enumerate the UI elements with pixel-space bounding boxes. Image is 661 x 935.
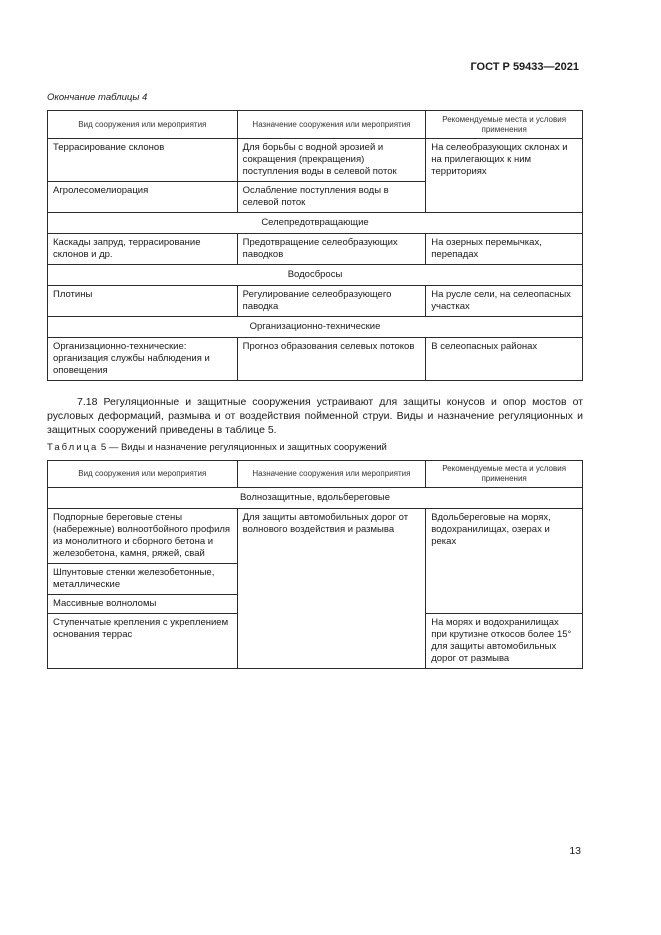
table-cell: Террасирование склонов [48,139,238,182]
standard-designation: ГОСТ Р 59433—2021 [470,61,579,73]
table5-header-conditions: Рекомендуемые места и условия применения [426,461,583,488]
table-cell: На морях и водохранилищах при крутизне откосов более 15° для защиты автомобильных дорог от размыва [426,614,583,669]
section-title: Селепредотвращающие [48,213,583,234]
section-row [48,488,583,509]
table-cell: На озерных перемычках, перепадах [426,234,583,265]
table4 [47,110,583,381]
table-cell: Организационно-технические: организация службы наблюдения и оповещения [48,338,238,381]
table-cell: Ступенчатые крепления с укреплением основания террас [48,614,238,669]
table5 [47,460,583,669]
table-row [48,509,583,564]
table-row [48,286,583,317]
table-cell: На селеобразующих склонах и на прилегающих к ним территориях [426,139,583,213]
page-number: 13 [569,845,581,857]
table-cell: Для защиты автомобильных дорог от волнового воздействия и размыва [237,509,426,669]
table-cell: Регулирование селеобразующего паводка [237,286,426,317]
table-row [48,234,583,265]
table-cell: В селеопасных районах [426,338,583,381]
table4-header-conditions: Рекомендуемые места и условия применения [426,111,583,139]
table-cell: Каскады запруд, террасирование склонов и др. [48,234,238,265]
table-row [48,139,583,182]
section-title: Волнозащитные, вдольбереговые [48,488,583,509]
table-cell: Плотины [48,286,238,317]
table-row [48,338,583,381]
table4-caption: Окончание таблицы 4 [47,92,148,103]
table5-caption-label: Таблица [47,442,99,453]
paragraph-text: 7.18 Регуляционные и защитные сооружения устраивают для защиты конусов и опор мостов от русловых деформаций, размыва и от воздействия пойменной струи. Виды и назначение регуляционных и защитных сооружений приведены в таблице 5. [47,396,583,436]
table-cell: Шпунтовые стенки железобетонные, металлические [48,564,238,595]
table-cell: Массивные волноломы [48,595,238,614]
table4-header-type: Вид сооружения или мероприятия [48,111,238,139]
table5-header-purpose: Назначение сооружения или мероприятия [237,461,426,488]
section-row [48,265,583,286]
table-cell: Прогноз образования селевых потоков [237,338,426,381]
table4-header-purpose: Назначение сооружения или мероприятия [237,111,426,139]
table-cell: Для борьбы с водной эрозией и сокращения (прекращения) поступления воды в селевой поток [237,139,426,182]
table5-caption [47,442,387,453]
table5-header-type: Вид сооружения или мероприятия [48,461,238,488]
paragraph-7-18 [47,395,583,437]
table-cell: Агролесомелиорация [48,182,238,213]
section-title: Организационно-технические [48,317,583,338]
section-row [48,317,583,338]
table-cell: Ослабление поступления воды в селевой поток [237,182,426,213]
section-row [48,213,583,234]
table-cell: Вдольбереговые на морях, водохранилищах, озерах и реках [426,509,583,614]
table-cell: Предотвращение селеобразующих паводков [237,234,426,265]
table-cell: Подпорные береговые стены (набережные) волноотбойного профиля из монолитного и сборного бетона и железобетона, камня, ряжей, свай [48,509,238,564]
section-title: Водосбросы [48,265,583,286]
table-cell: На русле сели, на селеопасных участках [426,286,583,317]
table5-caption-text: 5 — Виды и назначение регуляционных и защитных сооружений [100,442,387,453]
